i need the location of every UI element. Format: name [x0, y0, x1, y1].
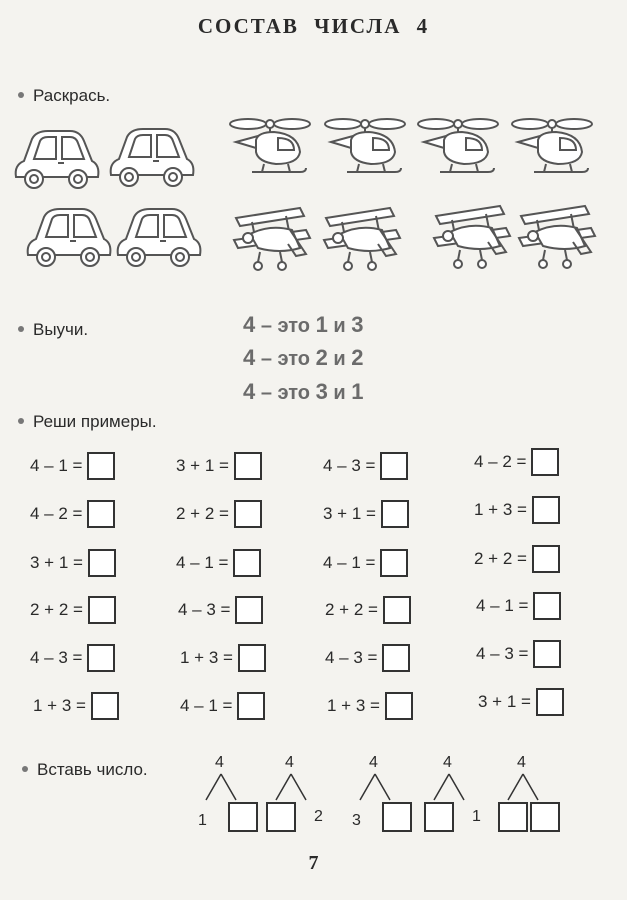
- answer-box[interactable]: [87, 452, 115, 480]
- bullet-icon: [18, 326, 24, 332]
- example-2-2: [176, 500, 262, 528]
- section-insert: [22, 760, 148, 780]
- tree-left-box[interactable]: [498, 802, 528, 832]
- learn-line-1: 4 – это 1 и 3: [243, 312, 364, 337]
- answer-box[interactable]: [88, 549, 116, 577]
- answer-box[interactable]: [532, 545, 560, 573]
- example-4-2: [178, 596, 263, 624]
- example-expression: 4 – 1 =: [323, 553, 376, 572]
- section-insert-label: Вставь число.: [37, 760, 148, 779]
- answer-box[interactable]: [380, 549, 408, 577]
- helicopter-icon-4: [512, 119, 592, 172]
- example-expression: 3 + 1 =: [176, 456, 229, 475]
- example-6-2: [180, 692, 265, 720]
- answer-box[interactable]: [88, 596, 116, 624]
- example-expression: 1 + 3 =: [474, 500, 527, 519]
- answer-box[interactable]: [238, 644, 266, 672]
- example-6-4: [478, 688, 564, 716]
- section-learn-label: Выучи.: [33, 320, 89, 339]
- answer-box[interactable]: [233, 549, 261, 577]
- example-5-1: [30, 644, 115, 672]
- car-icon-1: [16, 131, 99, 188]
- car-icon-4: [118, 209, 201, 266]
- section-solve: [18, 412, 157, 432]
- answer-box[interactable]: [381, 500, 409, 528]
- plane-icon-2: [324, 208, 400, 270]
- example-5-3: [325, 644, 410, 672]
- tree-right-box[interactable]: [228, 802, 258, 832]
- example-3-3: [323, 549, 408, 577]
- example-2-3: [323, 500, 409, 528]
- answer-box[interactable]: [536, 688, 564, 716]
- example-expression: 3 + 1 =: [323, 504, 376, 523]
- page-number: 7: [308, 852, 319, 874]
- example-expression: 4 – 3 =: [325, 648, 378, 667]
- tree-left-box[interactable]: [266, 802, 296, 832]
- tree-right-box[interactable]: [382, 802, 412, 832]
- example-1-3: [323, 452, 408, 480]
- bullet-icon: [22, 766, 28, 772]
- bullet-icon: [18, 418, 24, 424]
- example-expression: 1 + 3 =: [33, 696, 86, 715]
- tree-left-number: 3: [352, 812, 361, 829]
- plane-icon-1: [234, 208, 310, 270]
- example-expression: 4 – 1 =: [176, 553, 229, 572]
- helicopter-icon-1: [230, 119, 310, 172]
- section-solve-label: Реши примеры.: [33, 412, 157, 431]
- example-1-1: [30, 452, 115, 480]
- car-icon-2: [111, 129, 194, 186]
- example-expression: 3 + 1 =: [30, 553, 83, 572]
- tree-left-number: 1: [198, 812, 207, 829]
- answer-box[interactable]: [385, 692, 413, 720]
- example-4-4: [476, 592, 561, 620]
- helicopter-icon-3: [418, 119, 498, 172]
- answer-box[interactable]: [531, 448, 559, 476]
- plane-icon-4: [519, 206, 595, 268]
- answer-box[interactable]: [87, 500, 115, 528]
- learn-line-3: 4 – это 3 и 1: [243, 379, 364, 404]
- car-icon-3: [28, 209, 111, 266]
- answer-box[interactable]: [382, 644, 410, 672]
- cars-coloring-picture: [12, 125, 202, 275]
- answer-box[interactable]: [532, 496, 560, 524]
- answer-box[interactable]: [383, 596, 411, 624]
- example-3-2: [176, 549, 261, 577]
- tree-left-box[interactable]: [424, 802, 454, 832]
- example-3-4: [474, 545, 560, 573]
- example-5-2: [180, 644, 266, 672]
- answer-box[interactable]: [533, 592, 561, 620]
- example-expression: 2 + 2 =: [30, 600, 83, 619]
- section-color: [18, 86, 110, 106]
- example-expression: 4 – 3 =: [30, 648, 83, 667]
- tree-top-number: 4: [443, 754, 452, 771]
- helicopters-coloring-picture: [228, 112, 608, 187]
- example-6-3: [327, 692, 413, 720]
- tree-top-number: 4: [369, 754, 378, 771]
- answer-box[interactable]: [380, 452, 408, 480]
- example-4-1: [30, 596, 116, 624]
- tree-right-box[interactable]: [530, 802, 560, 832]
- example-2-1: [30, 500, 115, 528]
- tree-top-number: 4: [215, 754, 224, 771]
- tree-right-number: 2: [314, 808, 323, 825]
- example-expression: 4 – 1 =: [30, 456, 83, 475]
- example-4-3: [325, 596, 411, 624]
- example-1-4: [474, 448, 559, 476]
- answer-box[interactable]: [234, 500, 262, 528]
- example-expression: 4 – 2 =: [30, 504, 83, 523]
- example-expression: 1 + 3 =: [327, 696, 380, 715]
- helicopter-icon-2: [325, 119, 405, 172]
- answer-box[interactable]: [235, 596, 263, 624]
- example-expression: 4 – 1 =: [180, 696, 233, 715]
- example-expression: 2 + 2 =: [325, 600, 378, 619]
- plane-icon-3: [434, 206, 510, 268]
- example-expression: 4 – 2 =: [474, 452, 527, 471]
- page-title: СОСТАВ ЧИСЛА 4: [197, 14, 430, 38]
- answer-box[interactable]: [533, 640, 561, 668]
- answer-box[interactable]: [234, 452, 262, 480]
- example-1-2: [176, 452, 262, 480]
- example-6-1: [33, 692, 119, 720]
- section-color-label: Раскрась.: [33, 86, 111, 105]
- tree-right-number: 1: [472, 808, 481, 825]
- learn-line-2: 4 – это 2 и 2: [243, 345, 364, 370]
- bullet-icon: [18, 92, 24, 98]
- example-expression: 1 + 3 =: [180, 648, 233, 667]
- example-expression: 4 – 3 =: [178, 600, 231, 619]
- example-expression: 3 + 1 =: [478, 692, 531, 711]
- section-learn: [18, 320, 88, 340]
- example-5-4: [476, 640, 561, 668]
- tree-top-number: 4: [517, 754, 526, 771]
- answer-box[interactable]: [87, 644, 115, 672]
- example-expression: 4 – 3 =: [323, 456, 376, 475]
- answer-box[interactable]: [237, 692, 265, 720]
- answer-box[interactable]: [91, 692, 119, 720]
- example-expression: 2 + 2 =: [474, 549, 527, 568]
- example-expression: 4 – 1 =: [476, 596, 529, 615]
- tree-top-number: 4: [285, 754, 294, 771]
- example-2-4: [474, 496, 560, 524]
- example-3-1: [30, 549, 116, 577]
- example-expression: 2 + 2 =: [176, 504, 229, 523]
- example-expression: 4 – 3 =: [476, 644, 529, 663]
- planes-coloring-picture: [230, 202, 610, 282]
